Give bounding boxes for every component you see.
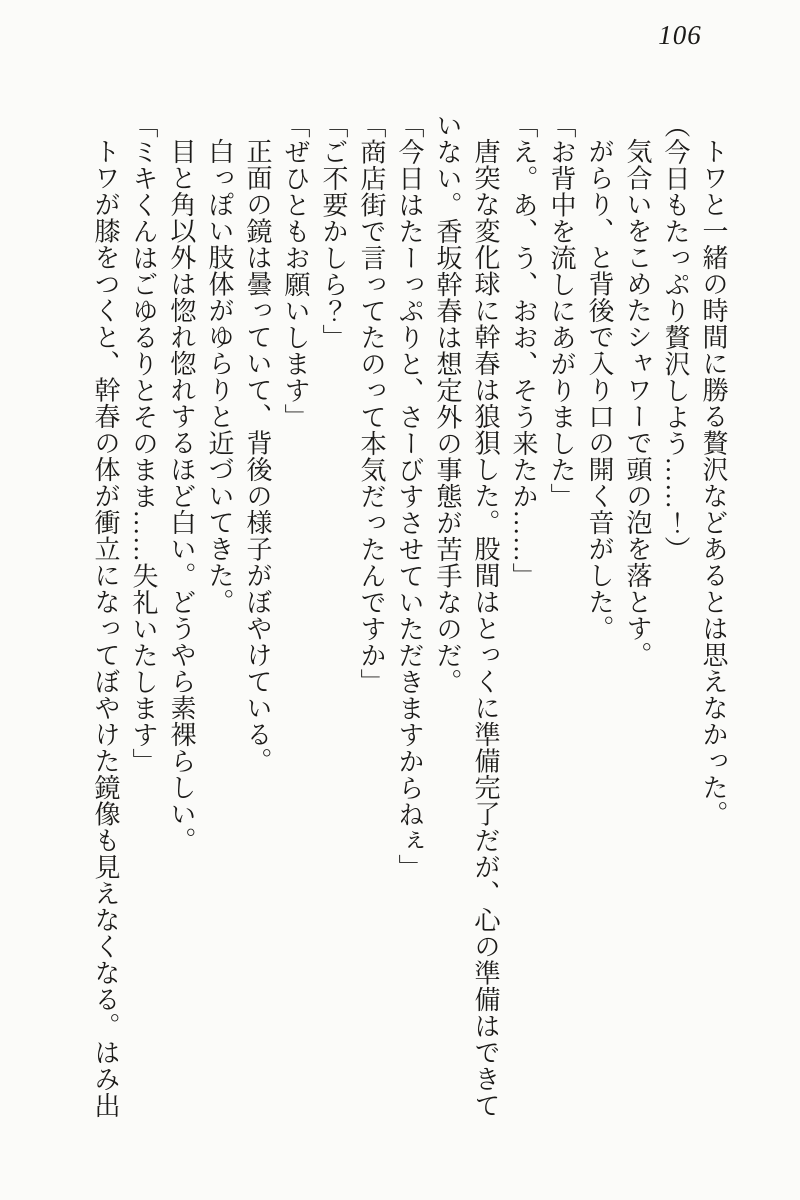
text-line: 白っぽい肢体がゆらりと近づいてきた。 [205, 138, 234, 615]
text-line: 「ぜひともお願いします」 [281, 112, 310, 430]
text-line: 正面の鏡は曇っていて、背後の様子がぼやけている。 [243, 138, 272, 774]
text-line: 「ご不要かしら？」 [319, 112, 348, 351]
text-area [86, 112, 732, 1132]
text-line: （今日もたっぷり贅沢しよう……！） [661, 112, 690, 563]
text-line: 「今日はたーっぷりと、さーびすさせていただきますからねぇ」 [395, 112, 424, 881]
text-line: トワが膝をつくと、幹春の体が衝立になってぼやけた鏡像も見えなくなる。はみ出 [91, 138, 120, 1119]
text-line: 気合いをこめたシャワーで頭の泡を落とす。 [623, 138, 652, 668]
text-line: がらり、と背後で入り口の開く音がした。 [585, 138, 614, 642]
text-line: トワと一緒の時間に勝る贅沢などあるとは思えなかった。 [699, 138, 728, 827]
text-line: 目と角以外は惚れ惚れするほど白い。どうやら素裸らしい。 [167, 138, 196, 854]
text-line: 「商店街で言ってたのって本気だったんですか」 [357, 112, 386, 695]
page-number: 106 [658, 20, 702, 50]
text-line: 「お背中を流しにあがりました」 [547, 112, 576, 510]
text-line: 唐突な変化球に幹春は狼狽した。股間はとっくに準備完了だが、心の準備はできて [471, 138, 500, 1119]
text-line: 「ミキくんはごゆるりとそのまま……失礼いたします」 [129, 112, 158, 775]
text-line: 「え。あ、う、おお、そう来たか……」 [509, 112, 538, 589]
text-line: いない。香坂幹春は想定外の事態が苦手なのだ。 [433, 112, 462, 695]
